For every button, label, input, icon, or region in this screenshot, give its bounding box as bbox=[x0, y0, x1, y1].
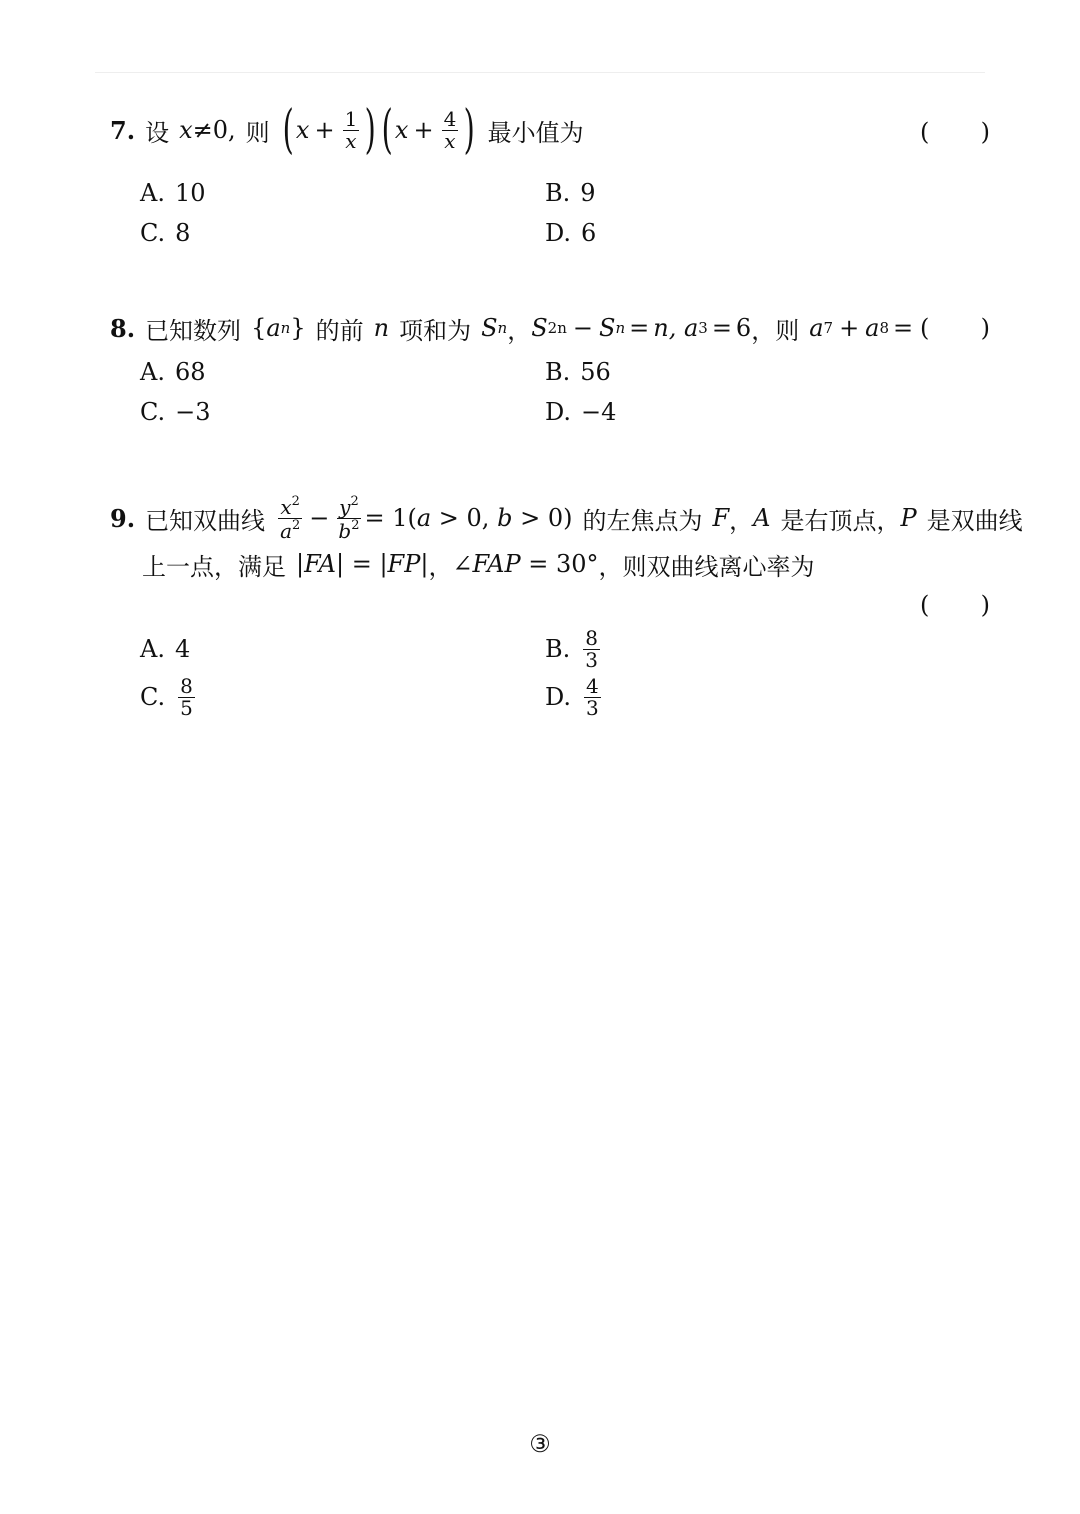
q9-p-var: P bbox=[900, 504, 917, 532]
q7-number: 7. bbox=[110, 115, 136, 145]
q8-eq2: = bbox=[711, 314, 732, 342]
q8-n-var: n bbox=[373, 314, 390, 342]
q9-eq2: = bbox=[344, 550, 380, 578]
q9-paren-close: ) bbox=[980, 591, 990, 619]
q8-plus: + bbox=[839, 314, 860, 342]
q9-line2-text1: 上一点，满足 bbox=[142, 552, 286, 581]
q8-six: 6 bbox=[735, 314, 752, 342]
q8-text1: 已知数列 bbox=[145, 316, 242, 345]
q8-s2: S bbox=[531, 314, 548, 342]
q9-option-b-den: 3 bbox=[585, 647, 598, 672]
q8-a7: a bbox=[809, 314, 824, 342]
q8-eq3: = bbox=[893, 314, 914, 342]
q7-option-b-label: B. bbox=[545, 179, 571, 207]
page-number: ③ bbox=[529, 1430, 551, 1458]
q9-option-d-num: 4 bbox=[586, 673, 599, 698]
q8-a8: a bbox=[865, 314, 880, 342]
q7-frac-2-den: x bbox=[444, 128, 456, 153]
q8-comma1: ， bbox=[507, 316, 532, 345]
q8-option-d-value: −4 bbox=[581, 398, 617, 426]
q7-text-suffix: 最小值为 bbox=[487, 118, 584, 147]
q9-paren-open: ( bbox=[920, 591, 930, 619]
q9-f-var: F bbox=[712, 504, 730, 532]
q9-option-a[interactable] bbox=[140, 626, 190, 672]
q9-eq: = 1( bbox=[364, 504, 417, 532]
q7-f1-op: + bbox=[314, 116, 335, 144]
q7-frac-1-den: x bbox=[345, 128, 357, 153]
q9-frac-y-num bbox=[337, 495, 361, 519]
q9-abs1: |FA| bbox=[296, 550, 345, 578]
q8-n2: n bbox=[653, 314, 669, 342]
q9-option-c-num: 8 bbox=[180, 673, 193, 698]
q9-minus: − bbox=[309, 504, 330, 532]
q8-minus: − bbox=[572, 314, 593, 342]
q9-option-d-den: 3 bbox=[586, 695, 599, 720]
q7-option-c-value: 8 bbox=[175, 219, 191, 247]
q7-frac-2-num: 4 bbox=[443, 106, 457, 131]
q8-text2: 的前 bbox=[315, 316, 364, 345]
q9-eq3: = 30° bbox=[520, 550, 599, 578]
q9-option-c-den: 5 bbox=[180, 695, 193, 720]
q9-number: 9. bbox=[110, 503, 136, 533]
q7-option-c-label: C. bbox=[140, 219, 166, 247]
q8-seq-sub: n bbox=[280, 319, 291, 337]
q9-option-b-frac bbox=[583, 625, 600, 672]
q8-a7-sub: 7 bbox=[823, 319, 834, 337]
q7-option-d-label: D. bbox=[545, 219, 572, 247]
q7-frac-1 bbox=[343, 106, 360, 153]
q9-text5: 是双曲线 bbox=[926, 506, 1023, 535]
q7-frac-1-num: 1 bbox=[344, 106, 358, 131]
q9-option-c-label: C. bbox=[140, 683, 166, 711]
q8-eq1: = bbox=[629, 314, 650, 342]
q7-paren-open: ( bbox=[920, 118, 930, 146]
q8-option-a-value: 68 bbox=[174, 358, 206, 386]
q8-option-a-label: A. bbox=[140, 358, 165, 386]
q9-text1: 已知双曲线 bbox=[145, 506, 266, 535]
q8-s3-sub: n bbox=[615, 319, 626, 337]
q9-text2: 的左焦点为 bbox=[582, 506, 703, 535]
q9-fx-den-sup: 2 bbox=[292, 517, 301, 533]
q7-f2-var: x bbox=[394, 116, 409, 144]
q8-option-d[interactable] bbox=[545, 389, 616, 435]
q7-option-a-value: 10 bbox=[174, 179, 206, 207]
q8-option-b-value: 56 bbox=[580, 358, 611, 386]
q9-comma: ， bbox=[428, 552, 453, 581]
q8-s3: S bbox=[598, 314, 616, 342]
q9-abs2: |FP| bbox=[379, 550, 429, 578]
q7-text-prefix: 设 bbox=[145, 118, 170, 147]
q9-fy-den-sup: 2 bbox=[351, 517, 360, 533]
q7-option-b-value: 9 bbox=[580, 179, 596, 207]
q9-option-a-label: A. bbox=[140, 635, 165, 663]
q9-fy-num-sup: 2 bbox=[350, 493, 359, 509]
q7-option-d-value: 6 bbox=[581, 219, 597, 247]
q8-seq-a: a bbox=[266, 314, 281, 342]
q9-answer-blank[interactable] bbox=[920, 585, 990, 625]
q8-paren-open: ( bbox=[920, 314, 930, 342]
q8-text3: 项和为 bbox=[399, 316, 472, 345]
q8-number: 8. bbox=[110, 313, 136, 343]
q8-seq-open: { bbox=[251, 314, 267, 342]
q7-option-c[interactable] bbox=[140, 210, 190, 256]
q8-stem bbox=[110, 298, 913, 358]
q9-option-d-label: D. bbox=[545, 683, 572, 711]
q9-fx-num: x bbox=[280, 494, 292, 519]
q7-option-d[interactable] bbox=[545, 210, 596, 256]
q8-s-sub: n bbox=[497, 319, 508, 337]
q7-cond-rel: ≠ bbox=[192, 116, 213, 144]
q7-stem: 7. 设 x ≠ 0, 则 ( x + $\frac{1}{x}$ ) ( x + $\frac{4}{x}$ ) 最小值为 bbox=[110, 100, 584, 160]
q9-option-b[interactable] bbox=[545, 626, 603, 672]
q9-option-c-frac bbox=[178, 673, 195, 720]
q9-text4: 是右顶点， bbox=[780, 506, 901, 535]
q9-line2-text2: ，则双曲线离心率为 bbox=[598, 552, 815, 581]
q7-cond-x: x bbox=[179, 116, 193, 144]
q8-option-c[interactable] bbox=[140, 389, 211, 435]
q9-fy-den: b bbox=[338, 518, 352, 543]
q7-answer-blank[interactable] bbox=[920, 112, 990, 152]
q7-f1-var: x bbox=[295, 116, 310, 144]
q9-option-c[interactable] bbox=[140, 674, 198, 720]
q7-option-a-label: A. bbox=[140, 179, 165, 207]
q9-fy-num: y bbox=[339, 494, 351, 519]
q8-answer-blank[interactable] bbox=[920, 308, 990, 348]
q8-option-b-label: B. bbox=[545, 358, 571, 386]
q9-option-d[interactable] bbox=[545, 674, 604, 720]
q9-cond-b-rel: > 0) bbox=[512, 504, 573, 532]
q9-frac-x-num bbox=[278, 495, 302, 519]
q7-paren-close: ) bbox=[980, 118, 990, 146]
q7-text-then: 则 bbox=[245, 118, 270, 147]
q9-fx-num-sup: 2 bbox=[291, 493, 300, 509]
q9-stem-line-2 bbox=[142, 534, 815, 594]
q9-cond-a: a bbox=[416, 504, 432, 532]
q9-cond-b: b bbox=[497, 504, 513, 532]
q8-a3-sub: 3 bbox=[698, 319, 708, 337]
q8-option-c-value: −3 bbox=[175, 398, 211, 426]
q8-option-d-label: D. bbox=[545, 398, 572, 426]
q8-seq-close: } bbox=[290, 314, 306, 342]
q8-option-c-label: C. bbox=[140, 398, 166, 426]
q8-a8-sub: 8 bbox=[879, 319, 890, 337]
q9-option-d-frac bbox=[584, 673, 601, 720]
q7-frac-2 bbox=[442, 106, 459, 153]
q9-a-var: A bbox=[753, 504, 771, 532]
q7-f2-op: + bbox=[413, 116, 434, 144]
q9-fx-den: a bbox=[280, 518, 292, 543]
q8-s2-sub: 2n bbox=[547, 319, 567, 337]
q9-text3: ， bbox=[729, 506, 754, 535]
q7-cond-val: 0, bbox=[212, 116, 236, 144]
q8-a3: , a bbox=[668, 314, 699, 342]
top-rule bbox=[95, 72, 985, 73]
q9-option-a-value: 4 bbox=[174, 635, 191, 663]
q9-angle: ∠FAP bbox=[452, 550, 521, 578]
q9-cond-a-rel: > 0, bbox=[431, 504, 498, 532]
q8-s-var: S bbox=[481, 314, 498, 342]
q8-paren-close: ) bbox=[980, 314, 990, 342]
q9-option-b-num: 8 bbox=[585, 625, 598, 650]
q8-text4: ，则 bbox=[751, 316, 800, 345]
q9-option-b-label: B. bbox=[545, 635, 571, 663]
